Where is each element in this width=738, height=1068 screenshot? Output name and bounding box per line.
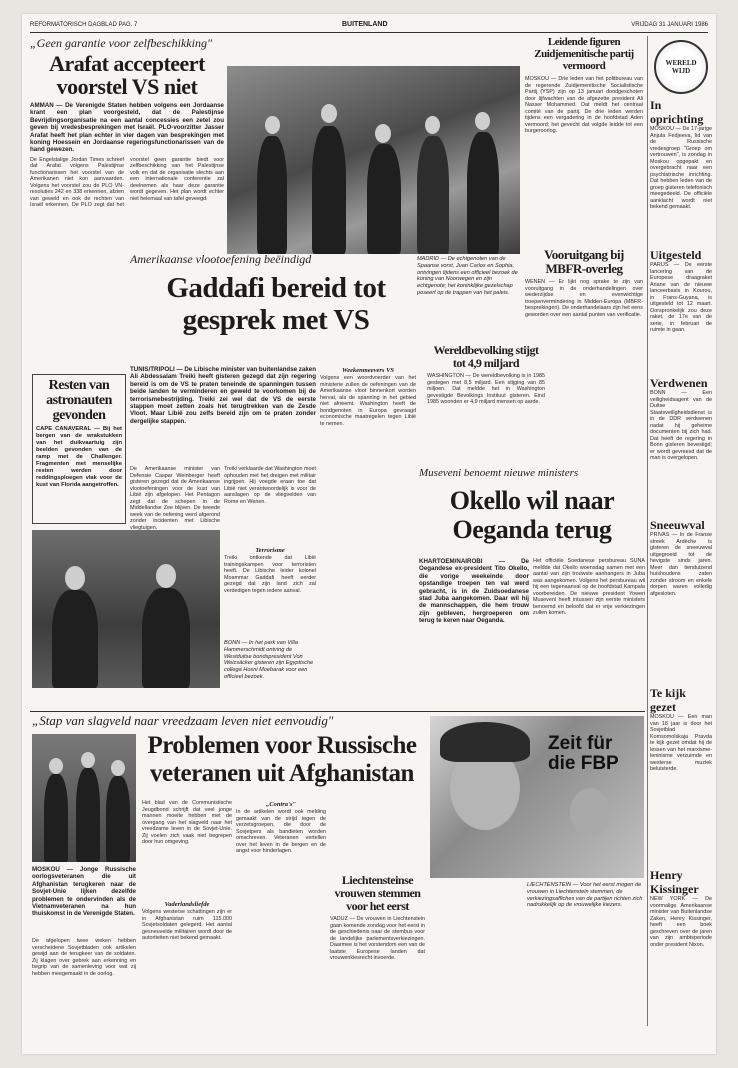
wereld-wijd-globe-icon <box>654 40 708 94</box>
gaddafi-body-2: Treiki verklaarde dat Washington moet ophouden met het dreigen met militair ingrijpen. Hij voegde eraan toe dat Libië niet verantwoordelijk is voor de aanslagen op de vliegvelden van Rome en Wenen. <box>224 466 316 505</box>
astronauten-body: CAPE CANAVERAL — Bij het bergen van de wrakstukken van het duikvaartuig zijn beelden gevonden van de ramp met de Challenger. Fragmenten met menselijke resten werden door reddingsploegen vlak voor de kust van Florida aangetroffen. <box>36 426 122 488</box>
veteranen-photo-caption: MOSKOU — Jonge Russische oorlogsveteranen die uit Afghanistan terugkeren naar de Sovjet-Unie lijken dezelfde problemen te ondervinden als de Vietnamveteranen na hun thuiskomst in de Verenigde Staten. <box>32 866 136 918</box>
wereld-item <box>650 868 712 1036</box>
wereld-item-body: PRIVAS — In de Franse streek Ardèche is gisteren de sneeuwval uitgegroeid tot de hevigste sinds jaren. Meer dan tienduizend huishoudens zaten zonder stroom en enkele dorpen waren volledig afgesloten. <box>650 532 712 597</box>
veteranen-kicker: „Stap van slagveld naar vreedzaam leven niet eenvoudig" <box>32 714 334 728</box>
newspaper-page <box>22 14 716 1054</box>
gaddafi-body-4: Volgens een woordvoerder van het ministerie zullen de oefeningen van de Amerikaanse vloot binnenkort worden hervat, als de spanning in het gebied niet afneemt. Washington heeft de bondgenoten in Europa gevraagd economische maatregelen tegen Libië te nemen. <box>320 375 416 427</box>
gaddafi-body-1: De Amerikaanse minister van Defensie Caspar Weinberger heeft gisteren gezegd dat de Amerikaanse vlootoefeningen voor de kust van Libië zijn afgelopen. Het Pentagon zegt dat de schepen in de Middellandse Zee blijven. De tweede week van de oefening werd afgerond zonder incidenten met Libische vliegtuigen. <box>130 466 220 531</box>
oeganda-kicker-wrap <box>419 466 645 486</box>
veteranen-col-3 <box>236 800 326 1034</box>
veteranen-subhead-vaderlandsliefde: Vaderlandsliefde <box>164 901 210 908</box>
photo-royal-visit <box>227 66 520 254</box>
gaddafi-subhead-terrorisme: Terrorisme <box>255 547 285 554</box>
gaddafi-kicker-wrap <box>130 252 415 272</box>
liechtenstein-photo-caption: LIECHTENSTEIN — Voor het eerst mogen de vrouwen in Liechtenstein stemmen; de verkiezingsaffiches van de partijen richten zich nadrukkelijk op de vrouwelijke kiezers. <box>527 882 643 909</box>
zuidjemen-headline: Leidende figuren Zuidjemenitische partij vermoord <box>534 36 634 72</box>
liechtenstein-headline: Liechtensteinse vrouwen stemmen voor het eerst <box>334 874 421 913</box>
wereld-item-title: Verdwenen <box>650 376 708 390</box>
gaddafi-kicker: Amerikaanse vlootoefening beëindigd <box>130 252 312 266</box>
photo-liechtenstein-poster <box>430 716 644 878</box>
spacer <box>430 882 522 900</box>
gaddafi-body-3: Treiki ontkende dat Libië trainingskampen voor terroristen heeft. De Libische leider kolonel Moammar Gaddafi heeft eerder gezegd dat zijn land zich zal verdedigen tegen iedere aanval. <box>224 555 316 594</box>
wereld-item-title: Uitgesteld <box>650 248 702 262</box>
wereld-wijd-logo: WERELD WIJD <box>665 59 697 75</box>
gaddafi-weekenmeevers <box>320 366 416 706</box>
wereldbevolking-headline: Wereldbevolking stijgt tot 4,9 miljard <box>433 344 539 370</box>
wereldbevolking-body: WASHINGTON — De wereldbevolking is in 1985 gestegen met 8,5 miljard. Een stijging van 85 miljoen. Dat meldde het in Washington gevestigde Bevolkings Instituut gisteren. Eind 1985 woonden er 4,9 miljard mensen op aarde. <box>427 373 545 405</box>
wereld-item-body: BONN — Een veiligheidsagent van de Duitse Staatsveiligheidsdienst is in de DDR verdwenen nadat hij geheime documenten bij zich had. Dat heeft de regering in Bonn gisteren bevestigd; er wordt gevreesd dat de man is overgelopen. <box>650 390 712 461</box>
wereld-item-body: MOSKOU — Een man van 18 jaar is door het Sovjetblad Komsomolskaja Pravda te kijk gezet omdat hij de lessen van het marxisme-leninisme verzuimde en westerse muziek beluisterde. <box>650 714 712 772</box>
wereld-item-body: NEW YORK — De voormalige Amerikaanse minister van Buitenlandse Zaken, Henry Kissinger, heeft een boek geschreven over de jaren van zijn ambtsperiode onder president Nixon. <box>650 896 712 948</box>
wereld-item <box>650 686 712 864</box>
oeganda-body: Het officiële Soedanese persbureau SUNA meldde dat Okello woensdag samen met een aantal van zijn trouwste aanhangers in Juba was aangekomen. Volgens het persbureau wil hij een tegenaanval op de hoofdstad Kampala voorbereiden. De nieuwe president Yoweri Museveni heeft intussen zijn eerste ministers benoemd en beloofd dat er vrije verkiezingen zullen komen. <box>533 558 645 616</box>
gaddafi-headline: Gaddafi bereid tot gesprek met VS <box>166 272 386 336</box>
gaddafi-photo-caption: BONN — In het park van Villa Hammerschmidt ontving de Westduitse bondspresident Von Weizsäcker gisteren zijn Egyptische collega Hosni Moebarak voor een officieel bezoek. <box>224 640 314 680</box>
veteranen-body-2: Het blad van de Communistische Jeugdbond schrijft dat veel jonge mannen moeite hebben met de overgang van het slagveld naar het vreedzame leven in de Sovjet-Unie. Zij voelen zich vaak niet begrepen door hun omgeving. <box>142 800 232 845</box>
poster-slogan: Zeit für die FBP <box>548 733 619 774</box>
article-wereldbevolking <box>427 344 545 464</box>
wereld-item-title: In oprichting <box>650 98 704 126</box>
photo-royal-caption: MADRID — De echtgenoten van de Spaanse vorst, Juan Carlos en Sophia, ontvingen tijdens een officieel bezoek de koning van Noorwegen en zijn echtgenote; het koninklijke gezelschap poseert op de trappen van het paleis. <box>417 256 518 296</box>
astronauten-headline: Resten van astronauten gevonden <box>46 378 112 423</box>
wereld-item-body: MOSKOU — De 17-jarige Anjuta Fedjeeva, lid van de Russische vredesgroep "Groep om vertrouwen", is zondag in Moskou opgepakt en overgebracht naar een psychiatrische inrichting. Dat hebben leden van de groep gisteren telefonisch meegedeeld. De officiële aanklacht wordt niet bekend gemaakt. <box>650 126 712 210</box>
wereld-wijd-column <box>650 36 712 1036</box>
photo-veterans <box>32 734 136 862</box>
wereld-item <box>650 518 712 682</box>
wereld-item-title: Sneeuwval <box>650 518 705 532</box>
mbfr-headline: Vooruitgang bij MBFR-overleg <box>544 248 624 276</box>
article-mbfr <box>525 248 643 338</box>
arafat-body: De Engelstalige Jordan Times schreef dat Arafat volgens Palestijnse functionarissen het voorstel van de Amerikanen niet kon aanvaarden. Volgens het voorstel zou de PLO VN-resoluties 242 en 338 erkennen, afzien van geweld en ook de rechten van Israël erkennen. De PLO zegt dat het voorstel geen garantie biedt voor zelfbeschikking van het Palestijnse volk en dat de organisatie slechts aan een internationale conferentie zal deelnemen als haar deze garantie wordt gegeven. Het plan wordt echter niet helemaal van tafel geveegd. <box>30 156 224 209</box>
veteranen-headline: Problemen voor Russische veteranen uit Afghanistan <box>147 732 417 787</box>
zuidjemen-body: MOSKOU — Drie leden van het politbureau van de regerende Zuidjemenitische Socialistische Partij (YSP) zijn op 13 januari doodgeschoten door lijfwachten van de afgezette president Ali Nasser Mohammed. Dat meldt het centraal comité van de partij. De drie leden werden tijdens een vergadering in de hoofdstad Aden vermoord; het gevecht dat volgde leidde tot een burgeroorlog. <box>525 76 643 134</box>
arafat-kicker: „Geen garantie voor zelfbeschikking" <box>30 36 212 50</box>
oeganda-headline: Okello wil naar Oeganda terug <box>449 486 615 544</box>
arafat-lead: AMMAN — De Verenigde Staten hebben volgens een Jordaanse krant een plan voorgesteld, dat de Palestijnse Bevrijdingsorganisatie na een aantal concessies een zetel zou geven bij vredesbesprekingen met Israël. PLO-voorzitter Jasser Arafat heeft het plan echter in vier dagen van besprekingen met koning Hoessein en Jordaanse regeringsfunctionarissen van de hand gewezen. <box>30 102 224 154</box>
column-divider <box>647 36 648 1026</box>
header-date: VRIJDAG 31 JANUARI 1986 <box>631 22 708 28</box>
veteranen-body-4: In de artikelen wordt ook melding gemaakt van de strijd tegen de verzetsgroepen, die door de Sovjetpers als bandieten worden omschreven. Veteranen vertellen over het leven in de bergen en de angst voor hinderlagen. <box>236 809 326 854</box>
gaddafi-terrorisme <box>224 546 316 636</box>
oeganda-lead: KHARTOEM/NAIROBI — De Oegandese ex-president Tito Okello, die vorige weekeinde door opstandige troepen ten val werd gebracht, is in de Zuidsoedanese stad Juba aangekomen. Daar wil hij de mannschappen, die hem trouw zijn gebleven, hergroeperen om terug te keren naar Oeganda. <box>419 558 529 625</box>
wereld-item-title: Te kijk gezet <box>650 686 686 714</box>
wereld-item-title: Henry Kissinger <box>650 868 699 896</box>
header-left: REFORMATORISCH DAGBLAD PAG. 7 <box>30 22 138 28</box>
arafat-headline: Arafat accepteert voorstel VS niet <box>49 51 205 99</box>
article-zuidjemen <box>525 36 643 246</box>
mbfr-body: WENEN — Er lijkt nog sprake te zijn van vooruitgang in de onderhandelingen over wederzijdse en evenwichtige troepenvermindering in Midden-Europa (MBFR-besprekingen). De onderhandelaars zijn het eens geworden over een aantal punten van verificatie. <box>525 279 643 318</box>
wereld-item <box>650 248 712 372</box>
veteranen-body-3: Volgens westerse schattingen zijn er in Afghanistan ruim 115.000 Sovjetsoldaten gelegerd. Het aantal gesneuvelde militairen wordt door de autoriteiten niet bekend gemaakt. <box>142 909 232 941</box>
section-rule <box>30 711 645 712</box>
wereld-item-body: PARIJS — De eerste lancering van de Europese draagraket Ariane van de nieuwe lanceerbasis in Kourou, in Frans-Guyana, is uitgesteld tot 12 maart. Oorspronkelijk zou deze raket, de 17e van de serie, in februari de ruimte in gaan. <box>650 262 712 333</box>
veteranen-subhead-contras: „Contra's" <box>266 801 296 808</box>
veteranen-body-1: De afgelopen twee weken hebben verscheidene Sovjetbladen ook artikelen gewijd aan de terugkeer van de soldaten. Zij klagen over gebrek aan erkenning en begrip van de samenleving voor wat zij hebben meegemaakt in de oorlog. <box>32 938 136 977</box>
liechtenstein-body: VADUZ — De vrouwen in Liechtenstein gaan komende zondag voor het eerst in de geschiedenis naar de stembus voor de landelijke parlementsverkiezingen. Daarmee is het vorstendom een van de laatste Europese landen dat vrouwenkiesrecht invoerde. <box>330 916 425 961</box>
page-header <box>30 20 708 33</box>
article-liechtenstein <box>330 874 425 1034</box>
veteranen-col-2 <box>142 800 232 1034</box>
wereld-item <box>650 376 712 514</box>
gaddafi-lead: TUNIS/TRIPOLI — De Libische minister van buitenlandse zaken Ali Abdessalam Treiki heeft gisteren gezegd dat zijn regering bereid is om de VS te praten teneinde de spanningen tussen beide landen te verminderen en geweld te voorkomen bij de terrorismebestrijding. Treiki zei wel dat de VS de eerste stappen moet zetten zoals het terugtrekken van de Zesde Vloot. Maar Libië zou zelfs bereid zijn om te praten zonder dergelijke stappen. <box>130 366 316 425</box>
wereld-item <box>650 98 712 244</box>
article-astronauten <box>32 374 126 524</box>
gaddafi-subhead-weekenmeevers: Weekenmeevers VS <box>341 367 395 374</box>
oeganda-kicker: Museveni benoemt nieuwe ministers <box>419 467 579 479</box>
photo-bonn-visit <box>32 530 220 688</box>
header-section: BUITENLAND <box>342 21 388 28</box>
